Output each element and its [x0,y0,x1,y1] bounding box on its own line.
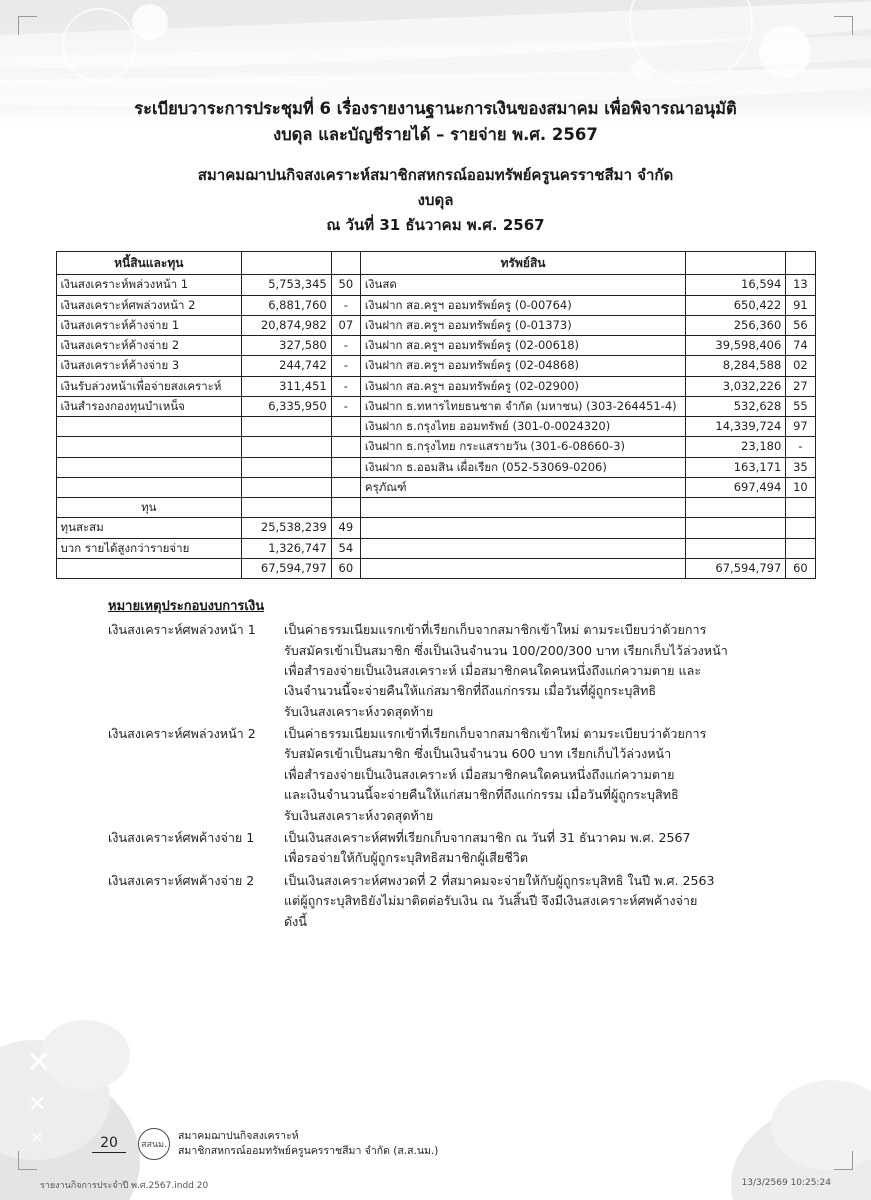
capital-amount: 25,538,239 [242,518,332,538]
note-body [284,871,788,932]
note-line: เป็นค่าธรรมเนียมแรกเข้าที่เรียกเก็บจากสมาชิกเข้าใหม่ ตามระเบียบว่าด้วยการ [284,726,707,742]
liability-satang [331,417,360,437]
total-left-satang: 60 [331,558,360,578]
source-file-name: รายงานกิจการประจำปี พ.ศ.2567.indd 20 [40,1181,209,1191]
x-mark-decoration: ✕ [28,1092,47,1117]
liability-label: เงินสงเคราะห์พล่วงหน้า 1 [56,275,242,295]
liabilities-amount-header [242,252,332,275]
liability-label: เงินสงเคราะห์ค้างจ่าย 3 [56,356,242,376]
footer-left-decoration [0,960,300,1200]
footer-organization [178,1129,438,1159]
asset-satang-blank [786,538,815,558]
association-logo-icon [138,1128,170,1160]
asset-satang: 55 [786,396,815,416]
logo-text: สสนม. [141,1140,167,1150]
x-mark-decoration: ✕ [30,1128,44,1147]
liability-satang [331,437,360,457]
asset-amount: 16,594 [686,275,786,295]
title-line-1: ระเบียบวาระการประชุมที่ 6 เรื่องรายงานฐานะการเงินของสมาคม เพื่อพิจารณาอนุมัติ [134,99,737,118]
liabilities-satang-header [331,252,360,275]
liability-satang: 07 [331,315,360,335]
asset-label: เงินฝาก สอ.ครูฯ ออมทรัพย์ครู (02-00618) [360,336,685,356]
note-line: เงินจำนวนนี้จะจ่ายคืนให้แก่สมาชิกที่ถึงแก่กรรม เมื่อวันที่ผู้ถูกระบุสิทธิ [284,683,657,699]
liability-label [56,417,242,437]
note-term: เงินสงเคราะห์ศพล่วงหน้า 1 [108,622,256,638]
capital-amount-blank [242,498,332,518]
asset-satang: 10 [786,477,815,497]
asset-label: เงินฝาก สอ.ครูฯ ออมทรัพย์ครู (0-00764) [360,295,685,315]
asset-satang: 74 [786,336,815,356]
liability-satang: - [331,396,360,416]
liability-amount: 5,753,345 [242,275,332,295]
table-row [56,417,815,437]
table-row [56,295,815,315]
asset-label-blank [360,498,685,518]
asset-amount: 8,284,588 [686,356,786,376]
total-right-amount: 67,594,797 [686,558,786,578]
note-line: แต่ผู้ถูกระบุสิทธิยังไม่มาติดต่อรับเงิน ณ วันสิ้นปี จึงมีเงินสงเคราะห์ศพค้างจ่าย [284,893,698,909]
note-term: เงินสงเคราะห์ศพล่วงหน้า 2 [108,726,256,742]
liability-label: เงินสงเคราะห์ศพล่วงหน้า 2 [56,295,242,315]
table-row [56,376,815,396]
liability-satang: - [331,336,360,356]
note-line: รับเงินสงเคราะห์งวดสุดท้าย [284,703,434,719]
asset-label: เงินฝาก ธ.กรุงไทย ออมทรัพย์ (301-0-0024320) [360,417,685,437]
note-line: เพื่อรอจ่ายให้กับผู้ถูกระบุสิทธิสมาชิกผู้เสียชีวิต [284,850,529,866]
capital-header-row [56,498,815,518]
total-row [56,558,815,578]
asset-label-blank [360,518,685,538]
capital-satang: 49 [331,518,360,538]
liability-label [56,437,242,457]
liability-amount: 6,335,950 [242,396,332,416]
liability-amount: 20,874,982 [242,315,332,335]
liability-satang: - [331,376,360,396]
statement-date: ณ วันที่ 31 ธันวาคม พ.ศ. 2567 [326,215,545,234]
assets-amount-header [686,252,786,275]
notes-heading: หมายเหตุประกอบงบการเงิน [108,599,265,615]
note-body [284,724,788,826]
page-footer [0,1128,871,1160]
asset-satang: 13 [786,275,815,295]
liability-label: เงินสงเคราะห์ค้างจ่าย 2 [56,336,242,356]
asset-label: เงินฝาก ธ.ออมสิน เผื่อเรียก (052-53069-0206) [360,457,685,477]
table-row [56,538,815,558]
liability-satang: - [331,295,360,315]
asset-amount-blank [686,538,786,558]
note-line: และเงินจำนวนนี้จะจ่ายคืนให้แก่สมาชิกที่ถึงแก่กรรม เมื่อวันที่ผู้ถูกระบุสิทธิ [284,787,679,803]
organization-name: สมาคมฌาปนกิจสงเคราะห์สมาชิกสหกรณ์ออมทรัพย์ครูนครราชสีมา จำกัด [197,166,674,185]
asset-amount: 697,494 [686,477,786,497]
asset-satang: - [786,437,815,457]
note-line: เป็นค่าธรรมเนียมแรกเข้าที่เรียกเก็บจากสมาชิกเข้าใหม่ ตามระเบียบว่าด้วยการ [284,622,707,638]
note-body [284,620,788,722]
note-body [284,828,788,869]
asset-satang: 91 [786,295,815,315]
title-line-2: งบดุล และบัญชีรายได้ – รายจ่าย พ.ศ. 2567 [273,124,598,144]
note-term: เงินสงเคราะห์ศพค้างจ่าย 1 [108,830,255,846]
asset-amount: 163,171 [686,457,786,477]
note-line: เป็นเงินสงเคราะห์ศพงวดที่ 2 ที่สมาคมจะจ่ายให้กับผู้ถูกระบุสิทธิ ในปี พ.ศ. 2563 [284,872,715,888]
asset-amount-blank [686,498,786,518]
liabilities-header: หนี้สินและทุน [56,252,242,275]
liability-label: เงินสำรองกองทุนบำเหน็จ [56,396,242,416]
note-line: เป็นเงินสงเคราะห์ศพที่เรียกเก็บจากสมาชิก ณ วันที่ 31 ธันวาคม พ.ศ. 2567 [284,830,691,846]
liability-label [56,457,242,477]
table-row [56,275,815,295]
table-row [56,518,815,538]
asset-label-blank [360,538,685,558]
table-row [56,356,815,376]
asset-label: เงินฝาก สอ.ครูฯ ออมทรัพย์ครู (0-01373) [360,315,685,335]
table-row [56,477,815,497]
table-row [56,336,815,356]
asset-label: เงินสด [360,275,685,295]
note-line: ดังนี้ [284,913,307,929]
asset-amount: 256,360 [686,315,786,335]
asset-label: เงินฝาก สอ.ครูฯ ออมทรัพย์ครู (02-04868) [360,356,685,376]
blob-decoration [40,1020,130,1090]
liability-amount: 327,580 [242,336,332,356]
capital-amount: 1,326,747 [242,538,332,558]
liability-satang: 50 [331,275,360,295]
asset-label: เงินฝาก ธ.ทหารไทยธนชาต จำกัด (มหาชน) (303-264451-4) [360,396,685,416]
page-number: 20 [92,1135,126,1153]
note-item [108,871,788,932]
asset-amount-blank [686,518,786,538]
balance-sheet-table [56,251,816,579]
liability-label [56,477,242,497]
note-line: รับสมัครเข้าเป็นสมาชิก ซึ่งเป็นเงินจำนวน 100/200/300 บาท เรียกเก็บไว้ล่วงหน้า [284,642,728,658]
asset-amount: 532,628 [686,396,786,416]
asset-label: เงินฝาก ธ.กรุงไทย กระแสรายวัน (301-6-08660-3) [360,437,685,457]
liability-satang [331,457,360,477]
footer-org-line-2: สมาชิกสหกรณ์ออมทรัพย์ครูนครราชสีมา จำกัด (ส.ส.นม.) [178,1145,439,1157]
liability-amount [242,437,332,457]
asset-label: เงินฝาก สอ.ครูฯ ออมทรัพย์ครู (02-02900) [360,376,685,396]
total-left-amount: 67,594,797 [242,558,332,578]
footer-org-line-1: สมาคมฌาปนกิจสงเคราะห์ [178,1129,299,1142]
liability-amount: 244,742 [242,356,332,376]
capital-label: ทุนสะสม [56,518,242,538]
statement-heading [0,163,871,237]
asset-satang: 02 [786,356,815,376]
liability-amount: 6,881,760 [242,295,332,315]
page-title [0,96,871,147]
liability-label: เงินสงเคราะห์ค้างจ่าย 1 [56,315,242,335]
liability-amount: 311,451 [242,376,332,396]
asset-amount: 3,032,226 [686,376,786,396]
note-line: รับเงินสงเคราะห์งวดสุดท้าย [284,807,434,823]
note-item [108,828,788,869]
asset-satang: 97 [786,417,815,437]
capital-satang-blank [331,498,360,518]
asset-label: ครุภัณฑ์ [360,477,685,497]
print-marks [0,1178,871,1192]
liability-amount [242,477,332,497]
liability-amount [242,417,332,437]
assets-satang-header [786,252,815,275]
capital-label: บวก รายได้สูงกว่ารายจ่าย [56,538,242,558]
asset-satang: 56 [786,315,815,335]
table-row [56,315,815,335]
print-timestamp: 13/3/2569 10:25:24 [741,1178,831,1188]
asset-satang-blank [786,518,815,538]
x-mark-decoration: ✕ [26,1045,52,1080]
asset-amount: 23,180 [686,437,786,457]
capital-header: ทุน [56,498,242,518]
table-row [56,437,815,457]
table-row [56,396,815,416]
capital-satang: 54 [331,538,360,558]
total-left-label [56,558,242,578]
total-right-label [360,558,685,578]
note-line: เพื่อสำรองจ่ายเป็นเงินสงเคราะห์ เมื่อสมาชิกคนใดคนหนึ่งถึงแก่ความตาย [284,766,675,782]
total-right-satang: 60 [786,558,815,578]
note-line: รับสมัครเข้าเป็นสมาชิก ซึ่งเป็นเงินจำนวน 600 บาท เรียกเก็บไว้ล่วงหน้า [284,746,672,762]
table-row [56,457,815,477]
asset-satang-blank [786,498,815,518]
table-header-row [56,252,815,275]
liability-amount [242,457,332,477]
asset-amount: 650,422 [686,295,786,315]
note-item [108,724,788,826]
asset-amount: 39,598,406 [686,336,786,356]
assets-header: ทรัพย์สิน [360,252,685,275]
note-term: เงินสงเคราะห์ศพค้างจ่าย 2 [108,872,255,888]
asset-satang: 27 [786,376,815,396]
statement-name: งบดุล [417,190,454,209]
liability-satang: - [331,356,360,376]
asset-amount: 14,339,724 [686,417,786,437]
note-item [108,620,788,722]
note-line: เพื่อสำรองจ่ายเป็นเงินสงเคราะห์ เมื่อสมาชิกคนใดคนหนึ่งถึงแก่ความตาย และ [284,662,702,678]
asset-satang: 35 [786,457,815,477]
liability-label: เงินรับล่วงหน้าเพื่อจ่ายสงเคราะห์ [56,376,242,396]
liability-satang [331,477,360,497]
